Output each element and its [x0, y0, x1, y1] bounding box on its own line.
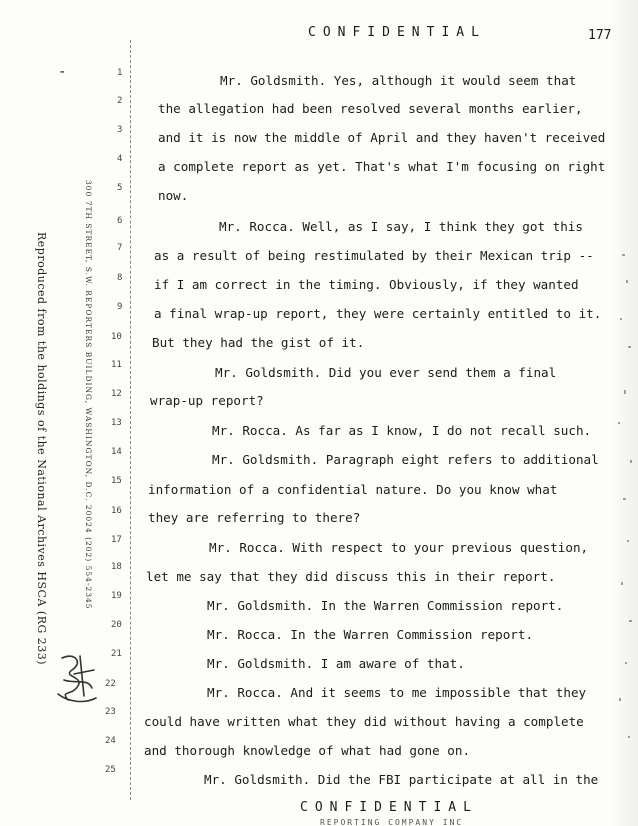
transcript-line: But they had the gist of it. — [152, 335, 365, 350]
margin-rule — [130, 40, 131, 800]
header-confidential: CONFIDENTIAL — [308, 25, 486, 40]
transcript-line: could have written what they did without having a complete — [144, 714, 584, 729]
transcript-line: a final wrap-up report, they were certainly entitled to it. — [154, 306, 602, 321]
line-number: 10 — [111, 332, 122, 342]
footer-confidential: CONFIDENTIAL — [300, 800, 478, 815]
transcript-line: Mr. Rocca. As far as I know, I do not recall such. — [212, 423, 592, 438]
line-number: 9 — [117, 302, 123, 312]
line-number: 16 — [111, 506, 122, 516]
line-number: 1 — [117, 68, 123, 78]
transcript-line: a complete report as yet. That's what I'm focusing on right — [158, 159, 606, 174]
transcript-line: now. — [158, 188, 189, 203]
line-number: 4 — [117, 154, 123, 164]
line-number: 19 — [111, 591, 122, 601]
transcript-line: Mr. Goldsmith. Did the FBI participate at all in the — [204, 772, 599, 787]
line-number: 6 — [117, 216, 123, 226]
line-number: 12 — [111, 389, 122, 399]
line-number: 25 — [105, 765, 116, 775]
archives-reproduction-note: Reproduced from the holdings of the National Archives HSCA (RG 233) — [35, 232, 48, 666]
line-number: 21 — [111, 649, 122, 659]
line-number: 17 — [111, 535, 122, 545]
transcript-line: let me say that they did discuss this in their report. — [146, 569, 556, 584]
transcript-line: Mr. Rocca. In the Warren Commission report. — [207, 627, 534, 642]
transcript-line: they are referring to there? — [148, 510, 361, 525]
line-number: 3 — [117, 125, 123, 135]
margin-dash-mark: - — [58, 64, 67, 80]
line-number: 15 — [111, 476, 122, 486]
transcript-line: as a result of being restimulated by their Mexican trip -- — [154, 248, 594, 263]
handwritten-initials-icon — [54, 650, 100, 708]
transcript-line: Mr. Goldsmith. Did you ever send them a final — [215, 365, 557, 380]
transcript-line: information of a confidential nature. Do you know what — [148, 482, 558, 497]
transcript-line: Mr. Rocca. Well, as I say, I think they got this — [219, 219, 583, 234]
page-number: 177 — [588, 28, 612, 43]
transcript-line: and thorough knowledge of what had gone on. — [144, 743, 471, 758]
line-number: 5 — [117, 183, 123, 193]
transcript-line: Mr. Goldsmith. Paragraph eight refers to additional — [212, 452, 599, 467]
transcript-line: if I am correct in the timing. Obviously, if they wanted — [154, 277, 579, 292]
line-number: 13 — [111, 418, 122, 428]
line-number: 7 — [117, 243, 123, 253]
transcript-line: Mr. Goldsmith. I am aware of that. — [207, 656, 465, 671]
line-number: 2 — [117, 96, 123, 106]
line-number: 18 — [111, 562, 122, 572]
line-number: 11 — [111, 360, 122, 370]
transcript-line: Mr. Goldsmith. Yes, although it would seem that — [220, 73, 577, 88]
transcript-line: wrap-up report? — [150, 393, 264, 408]
line-number: 20 — [111, 620, 122, 630]
line-number: 22 — [105, 679, 116, 689]
line-number: 23 — [105, 707, 116, 717]
transcript-line: Mr. Rocca. With respect to your previous question, — [209, 540, 589, 555]
transcript-line: Mr. Goldsmith. In the Warren Commission report. — [207, 598, 564, 613]
transcript-line: and it is now the middle of April and they haven't received — [158, 130, 606, 145]
reporter-address-stamp: 300 7TH STREET, S.W. REPORTERS BUILDING, WASHINGTON, D.C. 20024 (202) 554-2345 — [84, 180, 93, 610]
footer-cut-text: REPORTING COMPANY INC — [320, 818, 464, 826]
line-number: 14 — [111, 447, 122, 457]
line-number: 8 — [117, 273, 123, 283]
line-number: 24 — [105, 736, 116, 746]
scan-noise-icon — [612, 250, 634, 770]
transcript-line: Mr. Rocca. And it seems to me impossible that they — [207, 685, 587, 700]
transcript-line: the allegation had been resolved several months earlier, — [158, 101, 583, 116]
